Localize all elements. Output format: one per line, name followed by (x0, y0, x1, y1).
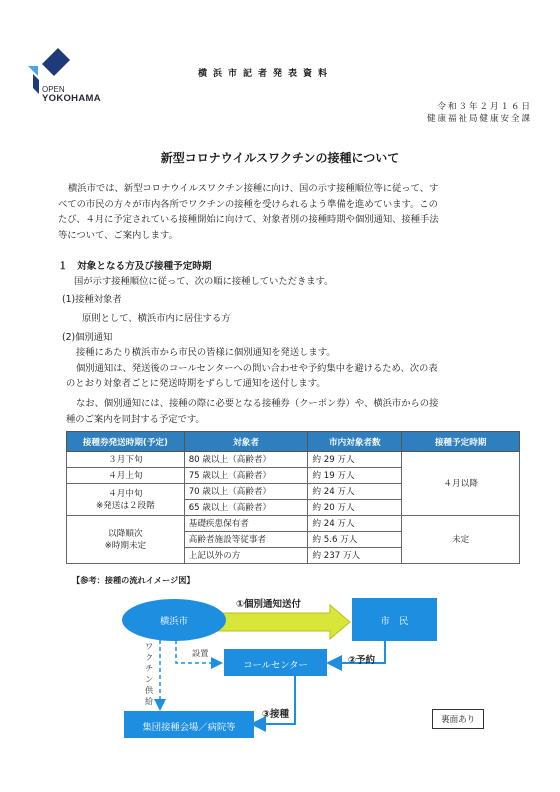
intro-line-3: たび、４月に予定されている接種開始に向けて、対象者別の接種時期や個別通知、接種手法 (58, 214, 439, 225)
count-cell: 約 19 万人 (308, 468, 402, 484)
header-send-period: 接種券発送時期(予定) (67, 432, 185, 452)
target-cell: 80 歳以上（高齢者） (184, 452, 308, 468)
reference-label: 【参考：接種の流れイメージ図】 (72, 575, 195, 585)
count-cell: 約 20 万人 (308, 500, 402, 516)
timing-cell: ４月以降 (402, 452, 520, 516)
count-cell: 約 24 万人 (308, 484, 402, 500)
note-line-2: 種のご案内を同封する予定です。 (66, 413, 205, 425)
step-1-label: ①個別通知送付 (236, 599, 302, 610)
section-1-heading: １ 対象となる方及び接種予定時期 (58, 261, 212, 272)
target-cell: 65 歳以上（高齢者） (184, 500, 308, 516)
count-cell: 約 29 万人 (308, 452, 402, 468)
count-cell: 約 24 万人 (308, 516, 402, 532)
document-title: 新型コロナウイルスワクチンの接種について (160, 151, 400, 165)
intro-line-1: 横浜市では、新型コロナウイルスワクチン接種に向け、国の示す接種順位等に従って、す (68, 183, 439, 194)
step-3-label: ③接種 (262, 709, 290, 720)
sub2-line-2: 個別通知は、発送後のコールセンターへの問い合わせや予約集中を避けるため、次の表 (76, 362, 438, 374)
target-cell: 高齢者施設等従事者 (184, 532, 308, 548)
sub2-line-3: のとおり対象者ごとに発送時期をずらして通知を送付します。 (66, 378, 326, 389)
period-cell: ４月上旬 (67, 468, 185, 484)
citizens-label: 市 民 (380, 616, 409, 627)
period-line: ４月中旬 (108, 488, 143, 499)
note-line-1: なお、個別通知には、接種の際に必要となる接種券（クーポン券）や、横浜市からの接 (76, 398, 439, 409)
target-cell: 上記以外の方 (184, 548, 308, 564)
target-cell: 75 歳以上（高齢者） (184, 468, 308, 484)
vaccine-supply-label: ワクチン供給 (145, 641, 154, 706)
setup-label: 設置 (192, 648, 209, 658)
target-cell: 70 歳以上（高齢者） (184, 484, 308, 500)
press-release-title: 横浜市記者発表資料 (198, 69, 334, 79)
header-vaccination-period: 接種予定時期 (402, 432, 520, 452)
notification-arrow (208, 605, 350, 639)
intro-line-4: 等について、ご案内します。 (58, 229, 178, 241)
section-1-lead: 国が示す接種順位に従って、次の順に接種していただきます。 (74, 276, 334, 287)
period-line: ※発送は２段階 (95, 500, 155, 511)
intro-line-2: べての市民の方々が市内各所でワクチンの接種を受けられるよう準備を進めています。この (58, 198, 438, 210)
sub2-heading: (2)個別通知 (62, 332, 113, 343)
call-center-label: コールセンター (243, 660, 308, 671)
count-cell: 約 237 万人 (308, 548, 402, 564)
period-line: ※時期未定 (104, 540, 147, 551)
sub1-text: 原則として、横浜市内に居住する方 (82, 313, 231, 324)
header-count: 市内対象者数 (308, 432, 402, 452)
department: 健康福祉局健康安全課 (426, 114, 532, 124)
release-date: 令和３年２月１６日 (437, 102, 532, 112)
step-2-label: ②予約 (348, 655, 376, 666)
logo-line-open: OPEN (42, 85, 65, 94)
count-cell: 約 5.6 万人 (308, 532, 402, 548)
sub1-heading: (1)接種対象者 (62, 294, 122, 305)
timing-cell: 未定 (402, 516, 520, 564)
reverse-side-note: 裏面あり (432, 709, 484, 729)
period-line: 以降順次 (108, 528, 143, 539)
period-cell: ３月下旬 (67, 452, 185, 468)
header-target: 対象者 (184, 432, 308, 452)
sub2-line-1: 接種にあたり横浜市から市民の皆様に個別通知を発送します。 (76, 347, 336, 358)
target-cell: 基礎疾患保有者 (184, 516, 308, 532)
logo-line-yokohama: YOKOHAMA (42, 93, 101, 104)
city-label: 横浜市 (160, 616, 188, 627)
venue-label: 集団接種会場／病院等 (142, 722, 236, 733)
